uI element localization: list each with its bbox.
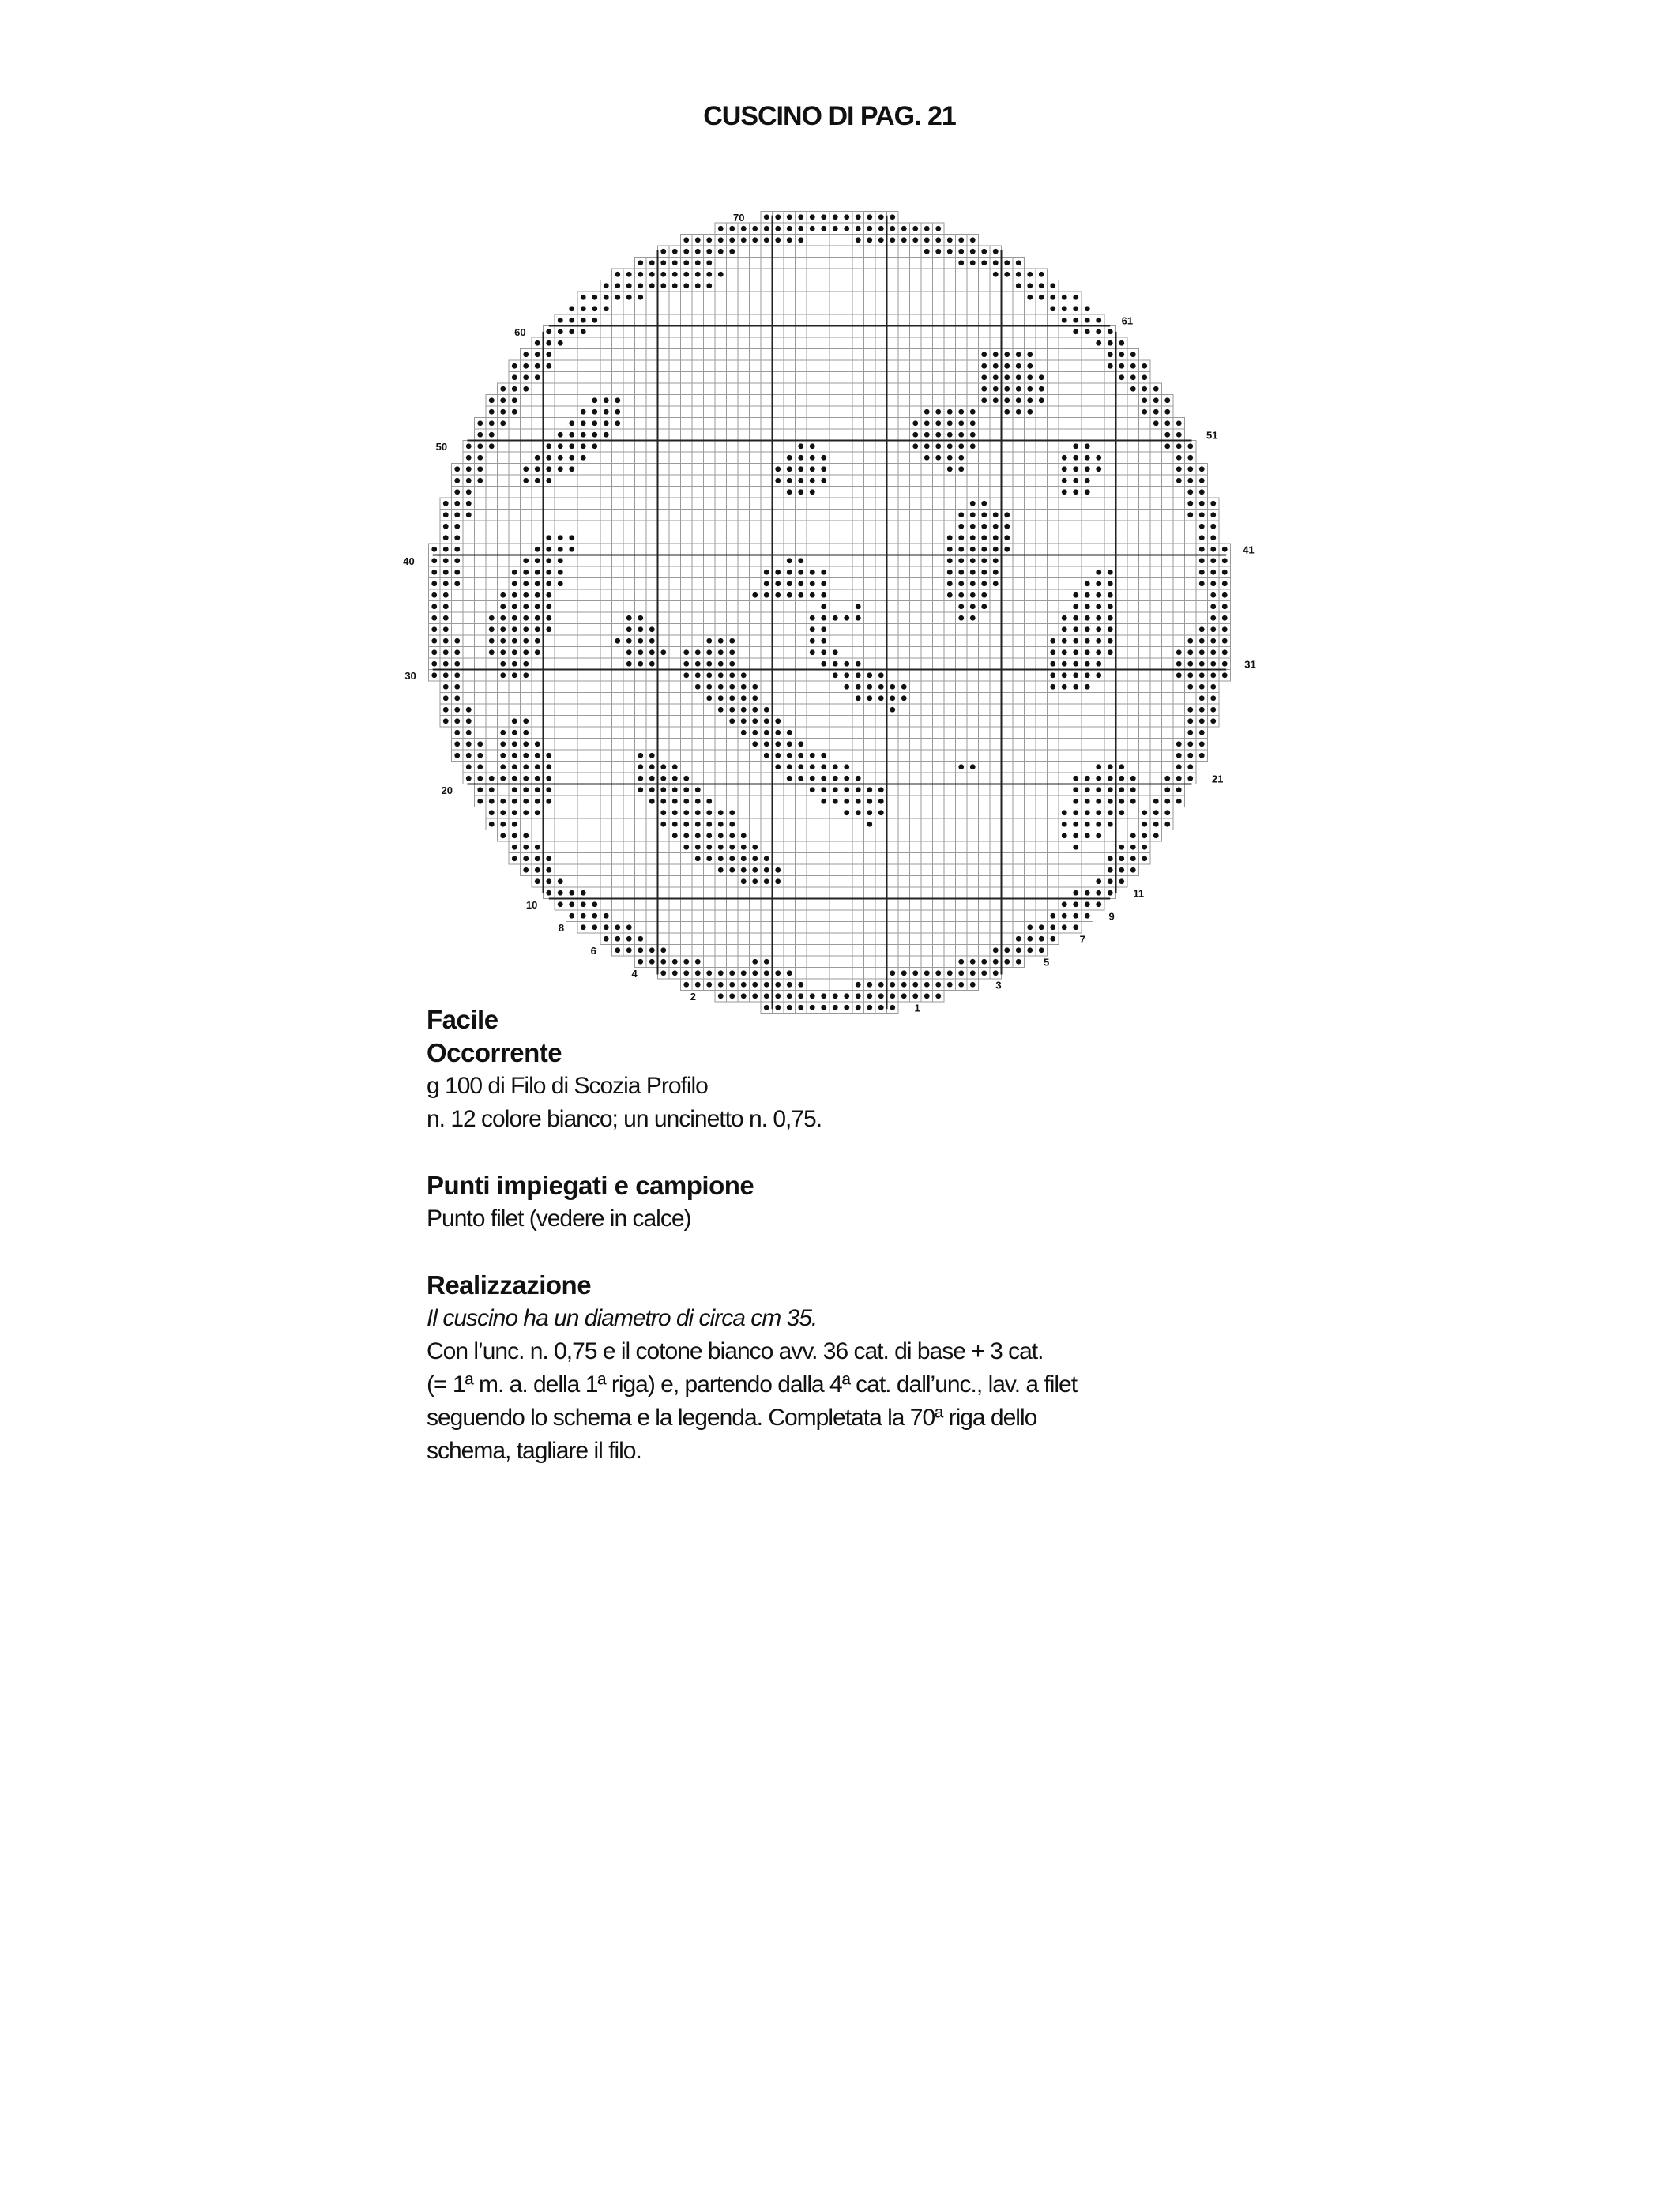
row-label-right: 21 xyxy=(1211,773,1224,785)
stitches-heading: Punti impiegati e campione xyxy=(427,1171,754,1200)
row-label-left: 8 xyxy=(558,921,565,934)
row-label-left: 20 xyxy=(441,784,453,796)
materials-heading: Occorrente xyxy=(427,1038,562,1067)
row-label-left: 4 xyxy=(631,967,638,980)
row-label-right: 41 xyxy=(1243,544,1255,556)
row-label-left: 30 xyxy=(404,669,416,682)
instructions-text xyxy=(427,1003,1217,1468)
row-label-right: 51 xyxy=(1206,429,1218,442)
materials-line-2: n. 12 colore bianco; un uncinetto n. 0,75. xyxy=(427,1106,822,1132)
realization-heading: Realizzazione xyxy=(427,1270,592,1300)
stitches-text: Punto filet (vedere in calce) xyxy=(427,1206,691,1232)
row-label-left: 2 xyxy=(690,990,697,1003)
row-label-left: 40 xyxy=(403,555,415,567)
page-title: CUSCINO DI PAG. 21 xyxy=(703,101,956,131)
row-label-right: 31 xyxy=(1244,658,1256,671)
row-label-left: 60 xyxy=(514,325,526,338)
row-label-right: 7 xyxy=(1079,933,1085,946)
row-label-right: 1 xyxy=(914,1002,920,1014)
row-label-right: 3 xyxy=(995,979,1002,991)
row-label-left: 6 xyxy=(590,944,596,957)
row-label-left: 10 xyxy=(525,898,538,911)
realization-line-1: Con l’unc. n. 0,75 e il cotone bianco avv. 36 cat. di base + 3 cat. xyxy=(427,1338,1044,1364)
row-label-right: 9 xyxy=(1108,910,1115,923)
realization-line-2: (= 1ª m. a. della 1ª riga) e, partendo dalla 4ª cat. dall’unc., lav. a filet xyxy=(427,1371,1078,1398)
row-label-left: 50 xyxy=(435,440,448,453)
filet-chart xyxy=(308,158,1351,1066)
realization-line-4: schema, tagliare il filo. xyxy=(427,1438,641,1464)
realization-line-3: seguendo lo schema e la legenda. Completata la 70ª riga dello xyxy=(427,1405,1037,1431)
row-label-right: 5 xyxy=(1043,956,1050,969)
row-label-right: 61 xyxy=(1121,314,1134,327)
difficulty-label: Facile xyxy=(427,1005,498,1034)
realization-italic: Il cuscino ha un diametro di circa cm 35. xyxy=(427,1305,818,1331)
materials-line-1: g 100 di Filo di Scozia Profilo xyxy=(427,1073,708,1099)
row-label-right: 11 xyxy=(1133,887,1145,900)
row-label-left: 70 xyxy=(733,211,745,224)
filet-chart-svg xyxy=(308,158,1351,1066)
